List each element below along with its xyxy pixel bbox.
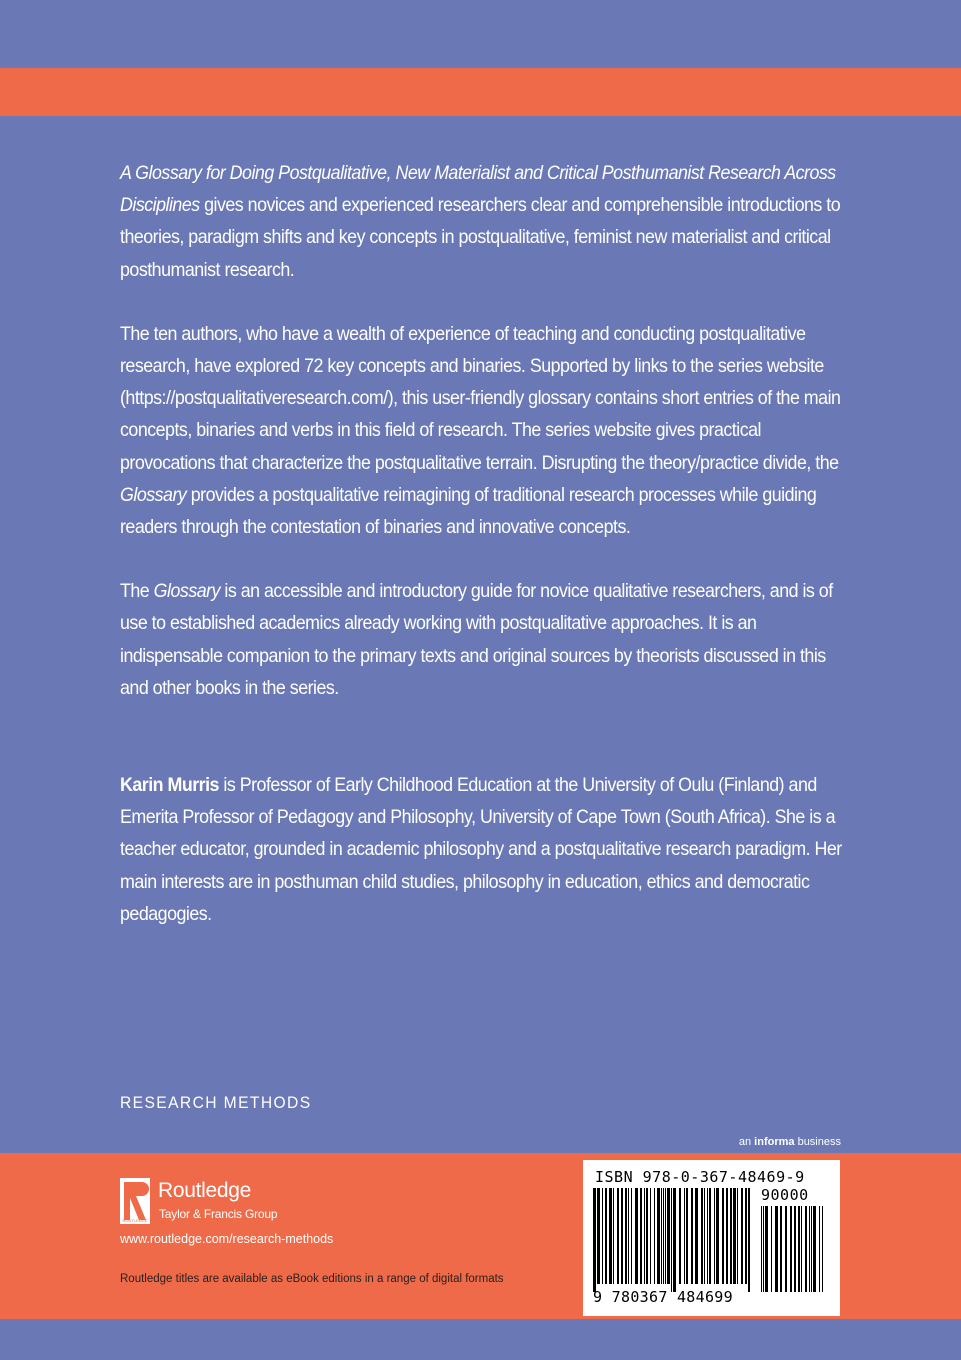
- logo-mark-text: ROUTLEDGE: [122, 1218, 148, 1223]
- price-addon-label: 90000: [761, 1186, 809, 1204]
- blurb-paragraph-2: [120, 319, 842, 544]
- barcode-bar: [628, 1188, 629, 1284]
- barcode-bar: [771, 1206, 772, 1292]
- barcode-bar: [801, 1206, 802, 1292]
- barcode-bar: [733, 1188, 736, 1284]
- barcode-bar: [654, 1188, 655, 1284]
- barcode-bar: [667, 1188, 670, 1284]
- isbn-barcode: [583, 1160, 840, 1316]
- barcode-bar: [661, 1188, 662, 1284]
- barcode-bar: [679, 1188, 681, 1284]
- barcode-bar: [748, 1188, 750, 1292]
- back-cover-blurb: [120, 158, 842, 737]
- barcode-bar: [635, 1188, 638, 1284]
- isbn-label: ISBN 978-0-367-48469-9: [595, 1168, 805, 1186]
- routledge-logo: [120, 1178, 320, 1224]
- informa-prefix: an: [738, 1136, 755, 1148]
- barcode-bar: [617, 1188, 619, 1284]
- barcode-bar: [805, 1206, 807, 1292]
- barcode-bar: [625, 1188, 627, 1284]
- barcode-bar: [809, 1206, 810, 1292]
- barcode-bar: [602, 1188, 603, 1284]
- barcode-bar: [794, 1206, 796, 1292]
- blurb-p3-text-after: is an accessible and introductory guide for novice qualitative researchers, and is of use to established academics already working with postqualitative approaches. It is an indispensable companion to the primary texts and original sources by theorists discussed in this and other books in the series.: [120, 581, 833, 699]
- barcode-bar: [691, 1188, 693, 1284]
- barcode-bar: [822, 1206, 823, 1292]
- book-title-italic: A Glossary for Doing Postqualitative, New Materialist and Critical Posthumanist Research Across Disciplines: [120, 163, 836, 217]
- subject-category: RESEARCH METHODS: [120, 1093, 312, 1112]
- barcode-bar: [621, 1188, 623, 1284]
- blurb-p3-text-before: The: [120, 581, 154, 603]
- top-accent-band: [0, 68, 961, 116]
- barcode-digits: 9 780367 484699: [593, 1288, 733, 1306]
- barcode-bar: [644, 1188, 645, 1284]
- barcode-bar: [780, 1206, 782, 1292]
- barcode-bar: [726, 1188, 728, 1284]
- barcode-bar: [663, 1188, 664, 1284]
- barcode-bar: [695, 1188, 698, 1284]
- publisher-group: Taylor & Francis Group: [159, 1207, 278, 1221]
- barcode-bar: [714, 1188, 715, 1284]
- barcode-bar: [609, 1188, 612, 1284]
- barcode-bar: [707, 1188, 708, 1284]
- barcode-bar: [722, 1188, 724, 1284]
- barcode-bar: [790, 1206, 792, 1292]
- barcode-bar: [813, 1206, 816, 1292]
- blurb-paragraph-1: [120, 158, 842, 287]
- barcode-bar: [741, 1188, 743, 1284]
- barcode-bar: [671, 1188, 672, 1292]
- barcode-bar: [673, 1188, 676, 1292]
- barcode-bar: [613, 1188, 614, 1284]
- barcode-bar: [775, 1206, 778, 1292]
- barcode-bar: [597, 1188, 600, 1284]
- author-name: Karin Murris: [120, 775, 219, 796]
- barcode-bar: [716, 1188, 719, 1284]
- barcode-bar: [761, 1206, 762, 1292]
- barcode-bar: [819, 1206, 820, 1292]
- blurb-p1-text: gives novices and experienced researchers clear and comprehensible introductions to theories, paradigm shifts and key concepts in postqualitative, feminist new materialist and critical posthumanist research.: [120, 195, 841, 281]
- barcode-bar: [665, 1188, 666, 1284]
- ean13-barcode-bars: [593, 1188, 751, 1292]
- barcode-bar: [686, 1188, 688, 1284]
- barcode-bar: [640, 1188, 642, 1284]
- barcode-bar: [730, 1188, 732, 1284]
- barcode-bar: [646, 1188, 648, 1284]
- blurb-paragraph-3: [120, 576, 842, 705]
- routledge-r-icon: [120, 1178, 150, 1224]
- informa-tagline: [739, 1136, 841, 1148]
- informa-suffix: business: [794, 1136, 841, 1148]
- barcode-bar: [763, 1206, 764, 1292]
- author-bio-text: is Professor of Early Childhood Education at the University of Oulu (Finland) and Emerita Professor of Pedagogy and Philosophy, University of Cape Town (South Africa). She is a teacher educator, grounded in academic philosophy and a postqualitative research paradigm. Her main interests are in posthuman child studies, philosophy in education, ethics and democratic pedagogies.: [120, 775, 842, 925]
- glossary-italic-2: Glossary: [153, 581, 220, 603]
- barcode-bar: [765, 1206, 768, 1292]
- addon-barcode-bars: [761, 1206, 825, 1292]
- publisher-website[interactable]: www.routledge.com/research-methods: [120, 1232, 334, 1246]
- barcode-bar: [657, 1188, 660, 1284]
- barcode-bar: [631, 1188, 632, 1284]
- barcode-bar: [737, 1188, 738, 1284]
- barcode-bar: [709, 1188, 711, 1284]
- barcode-bar: [684, 1188, 685, 1284]
- barcode-bar: [785, 1206, 787, 1292]
- ebook-note: Routledge titles are available as eBook editions in a range of digital formats: [120, 1273, 504, 1285]
- glossary-italic: Glossary: [120, 484, 187, 506]
- barcode-bar: [798, 1206, 800, 1292]
- barcode-bar: [593, 1188, 596, 1292]
- informa-brand: informa: [754, 1136, 795, 1148]
- barcode-bar: [650, 1188, 651, 1284]
- barcode-bar: [704, 1188, 705, 1284]
- blurb-p2-text-before: The ten authors, who have a wealth of experience of teaching and conducting postqualitative research, have explored 72 key concepts and binaries. Supported by links to the series website (https://postqualitativeresearch.com/), this user-friendly glossary contains short entries of the main concepts, binaries and verbs in this field of research. The series website gives practical provocations that characterize the postqualitative terrain. Disrupting the theory/practice divide, the: [120, 323, 841, 474]
- author-bio: [120, 770, 842, 931]
- bottom-strip: [0, 1319, 961, 1360]
- barcode-bar: [745, 1188, 747, 1284]
- barcode-bar: [701, 1188, 703, 1284]
- publisher-name: Routledge: [158, 1179, 252, 1202]
- barcode-bar: [811, 1206, 812, 1292]
- barcode-bar: [605, 1188, 607, 1284]
- blurb-p2-text-after: provides a postqualitative reimagining of traditional research processes while guiding readers through the contestation of binaries and innovative concepts.: [120, 484, 817, 539]
